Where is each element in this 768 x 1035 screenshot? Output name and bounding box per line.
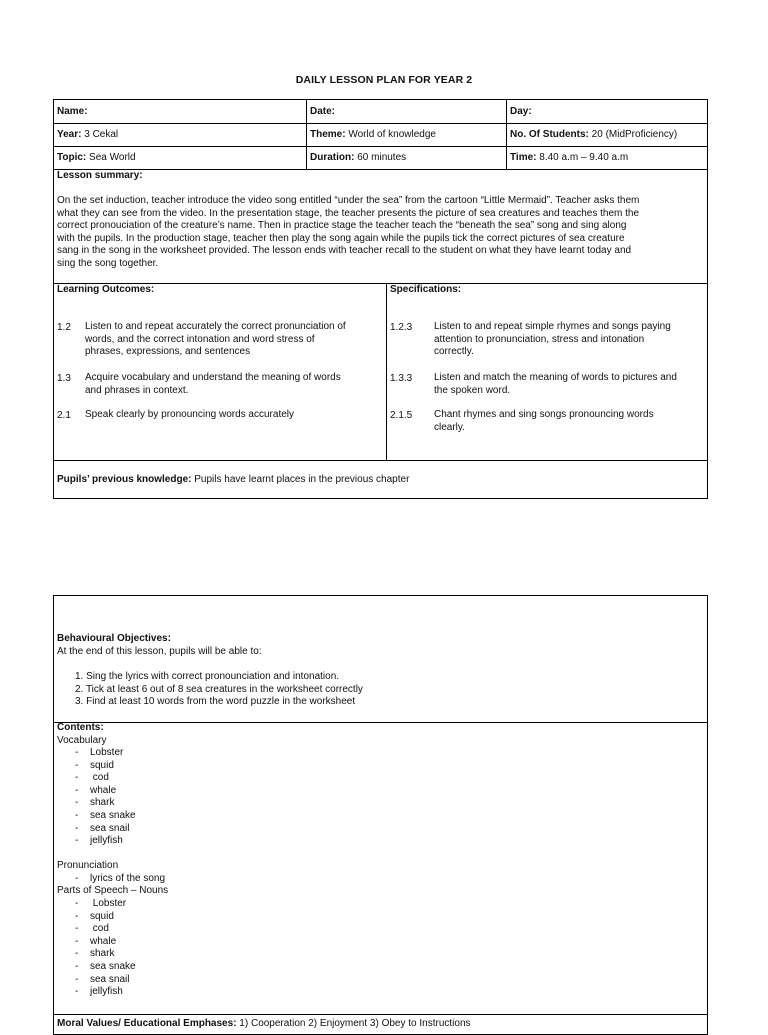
objective-item: 1. Sing the lyrics with correct pronounciation and intonation.	[75, 671, 340, 682]
bullet-dash: -	[75, 784, 79, 796]
duration-label: Duration:	[310, 152, 355, 163]
list-item-text: jellyfish	[90, 986, 123, 998]
spec-line: correctly.	[434, 346, 474, 358]
list-item-text: jellyfish	[90, 835, 123, 847]
summary-line: with the pupils. In the production stage, teacher then play the song again while the pupils tick the correct pictures of sea creature	[57, 232, 625, 244]
year-cell	[57, 129, 118, 140]
duration-cell	[310, 152, 406, 163]
spec-line: the spoken word.	[434, 384, 511, 396]
specs-label: Specifications:	[390, 284, 462, 295]
summary-text	[57, 195, 702, 271]
contents-label: Contents:	[57, 722, 104, 733]
summary-label: Lesson summary:	[57, 170, 143, 181]
outcome-line: Acquire vocabulary and understand the meaning of words	[85, 372, 341, 383]
summary-line: correct pronouciation of the creature’s name. Then in practice stage the teacher teach the “beneath the sea” song and sing along	[57, 220, 627, 232]
list-item-text: squid	[90, 910, 114, 922]
outcome-line: words, and the correct intonation and word stress of	[85, 333, 315, 345]
outcome-number: 1.2	[57, 322, 71, 333]
bullet-dash: -	[75, 797, 79, 809]
spec-text	[434, 409, 654, 434]
moral-values-value: 1) Cooperation 2) Enjoyment 3) Obey to Instructions	[239, 1018, 471, 1029]
outcome-number: 2.1	[57, 410, 71, 421]
list-item-text: whale	[90, 784, 117, 796]
objectives-intro: At the end of this lesson, pupils will be able to:	[57, 646, 262, 657]
topic-value: Sea World	[89, 152, 136, 163]
bullet-dash: -	[75, 948, 79, 960]
outcome-line: phrases, expressions, and sentences	[85, 346, 251, 358]
bullet-dash: -	[75, 835, 79, 847]
students-cell	[510, 129, 677, 140]
bullet-dash: -	[75, 973, 79, 985]
outcome-line: and phrases in context.	[85, 384, 189, 396]
spec-text	[434, 372, 677, 397]
document-title: DAILY LESSON PLAN FOR YEAR 2	[295, 74, 473, 86]
bullet-dash: -	[75, 822, 79, 834]
students-value: 20 (MidProficiency)	[591, 129, 678, 140]
time-label: Time:	[510, 152, 537, 163]
lesson-info-table	[53, 99, 708, 499]
spec-line: Chant rhymes and sing songs pronouncing words	[434, 409, 654, 420]
date-label: Date:	[310, 106, 336, 117]
bullet-dash: -	[75, 898, 79, 909]
parts-of-speech-heading: Parts of Speech – Nouns	[57, 885, 169, 896]
topic-label: Topic:	[57, 152, 87, 163]
spec-line: attention to pronunciation, stress and intonation	[434, 333, 645, 345]
name-label: Name:	[57, 106, 88, 117]
day-label: Day:	[510, 106, 532, 117]
spec-number: 1.3.3	[390, 373, 413, 384]
spec-number: 1.2.3	[390, 322, 413, 333]
objectives-label: Behavioural Objectives:	[57, 633, 171, 644]
objective-item: 2. Tick at least 6 out of 8 sea creatures in the worksheet correctly	[75, 684, 363, 695]
list-item-text: whale	[90, 935, 117, 947]
list-item-text: Lobster	[90, 747, 124, 758]
theme-label: Theme:	[310, 129, 346, 140]
list-item-text: cod	[90, 923, 109, 935]
list-item-text: sea snake	[90, 961, 136, 972]
previous-knowledge-value: Pupils have learnt places in the previous chapter	[194, 474, 410, 485]
vocabulary-heading: Vocabulary	[57, 735, 107, 746]
list-item-text: shark	[90, 948, 115, 960]
summary-line: what they can see from the video. In the presentation stage, the teacher presents the picture of sea creatures and teaches them the	[57, 207, 640, 219]
list-item-text: sea snail	[90, 822, 130, 834]
students-label: No. Of Students:	[510, 129, 589, 140]
pronunciation-heading: Pronunciation	[57, 860, 119, 871]
bullet-dash: -	[75, 935, 79, 947]
outcome-text	[85, 321, 346, 359]
topic-cell	[57, 152, 136, 163]
spec-line: Listen to and repeat simple rhymes and songs paying	[434, 321, 671, 332]
bullet-dash: -	[75, 810, 79, 821]
bullet-dash: -	[75, 759, 79, 771]
list-item-text: squid	[90, 759, 114, 771]
duration-value: 60 minutes	[357, 152, 407, 163]
outcome-number: 1.3	[57, 373, 71, 384]
summary-line: sing the song together.	[57, 257, 159, 269]
outcome-text	[85, 372, 341, 397]
bullet-dash: -	[75, 873, 79, 884]
outcome-line: Speak clearly by pronouncing words accurately	[85, 409, 294, 420]
list-item-text: sea snail	[90, 973, 130, 985]
lesson-details-table	[53, 595, 708, 1035]
objective-item: 3. Find at least 10 words from the word puzzle in the worksheet	[75, 696, 356, 707]
spec-number: 2.1.5	[390, 410, 413, 421]
bullet-dash: -	[75, 772, 79, 784]
previous-knowledge-label: Pupils’ previous knowledge:	[57, 474, 192, 485]
bullet-dash: -	[75, 986, 79, 998]
moral-values-label: Moral Values/ Educational Emphases:	[57, 1018, 237, 1029]
list-item-text: shark	[90, 797, 115, 809]
list-item-text: lyrics of the song	[90, 873, 166, 884]
spec-line: clearly.	[434, 421, 465, 433]
theme-cell	[310, 129, 436, 140]
outcome-text	[85, 409, 294, 422]
outcome-line: Listen to and repeat accurately the correct pronunciation of	[85, 321, 346, 332]
bullet-dash: -	[75, 923, 79, 935]
bullet-dash: -	[75, 747, 79, 758]
year-label: Year:	[57, 129, 82, 140]
time-cell	[510, 152, 628, 163]
theme-value: World of knowledge	[348, 129, 436, 140]
bullet-dash: -	[75, 910, 79, 922]
bullet-dash: -	[75, 961, 79, 972]
list-item-text: cod	[90, 772, 109, 784]
spec-line: Listen and match the meaning of words to pictures and	[434, 372, 677, 383]
previous-knowledge	[57, 474, 409, 485]
summary-line: On the set induction, teacher introduce the video song entitled “under the sea” from the cartoon “Little Mermaid”. Teacher asks them	[57, 195, 640, 206]
list-item-text: sea snake	[90, 810, 136, 821]
time-value: 8.40 a.m – 9.40 a.m	[539, 152, 629, 163]
list-item-text: Lobster	[90, 898, 127, 909]
outcomes-label: Learning Outcomes:	[57, 284, 155, 295]
summary-line: sang in the song in the worksheet provided. The lesson ends with teacher recall to the student on what they have learnt today and	[57, 245, 632, 257]
spec-text	[434, 321, 671, 359]
year-value: 3 Cekal	[84, 129, 119, 140]
